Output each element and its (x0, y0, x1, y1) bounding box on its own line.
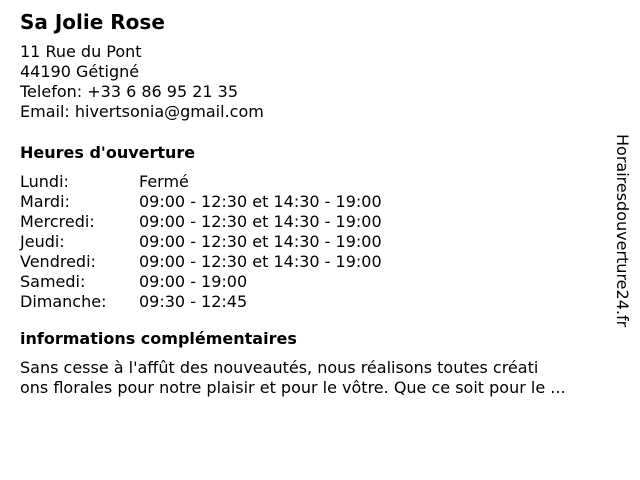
hours-day: Mardi: (20, 192, 70, 211)
hours-row-friday (20, 252, 610, 272)
hours-row-monday (20, 172, 610, 192)
hours-row-sunday (20, 292, 610, 312)
opening-hours-list (20, 172, 610, 312)
opening-hours-title: Heures d'ouverture (20, 143, 196, 162)
hours-time: 09:00 - 19:00 (139, 272, 248, 291)
hours-day: Vendredi: (20, 252, 96, 271)
hours-time: Fermé (139, 172, 189, 191)
shop-card (20, 8, 610, 398)
hours-day: Dimanche: (20, 292, 107, 311)
hours-time: 09:00 - 12:30 et 14:30 - 19:00 (139, 192, 382, 211)
additional-info-title: informations complémentaires (20, 329, 297, 348)
hours-day: Samedi: (20, 272, 86, 291)
description-line-2: ons florales pour notre plaisir et pour le vôtre. Que ce soit pour le ... (20, 378, 566, 397)
address-street: 11 Rue du Pont (20, 42, 142, 61)
email-address: Email: hivertsonia@gmail.com (20, 102, 264, 121)
hours-time: 09:00 - 12:30 et 14:30 - 19:00 (139, 212, 382, 231)
description-line-1: Sans cesse à l'affût des nouveautés, nous réalisons toutes créati (20, 358, 539, 377)
site-watermark: Horairesdouverture24.fr (613, 134, 632, 328)
shop-name: Sa Jolie Rose (20, 10, 165, 34)
hours-row-wednesday (20, 212, 610, 232)
hours-row-saturday (20, 272, 610, 292)
phone-number: Telefon: +33 6 86 95 21 35 (20, 82, 239, 101)
hours-day: Jeudi: (20, 232, 65, 251)
hours-row-thursday (20, 232, 610, 252)
address-city: 44190 Gétigné (20, 62, 140, 81)
hours-time: 09:00 - 12:30 et 14:30 - 19:00 (139, 252, 382, 271)
hours-day: Lundi: (20, 172, 69, 191)
hours-time: 09:00 - 12:30 et 14:30 - 19:00 (139, 232, 382, 251)
hours-day: Mercredi: (20, 212, 95, 231)
hours-row-tuesday (20, 192, 610, 212)
hours-time: 09:30 - 12:45 (139, 292, 248, 311)
